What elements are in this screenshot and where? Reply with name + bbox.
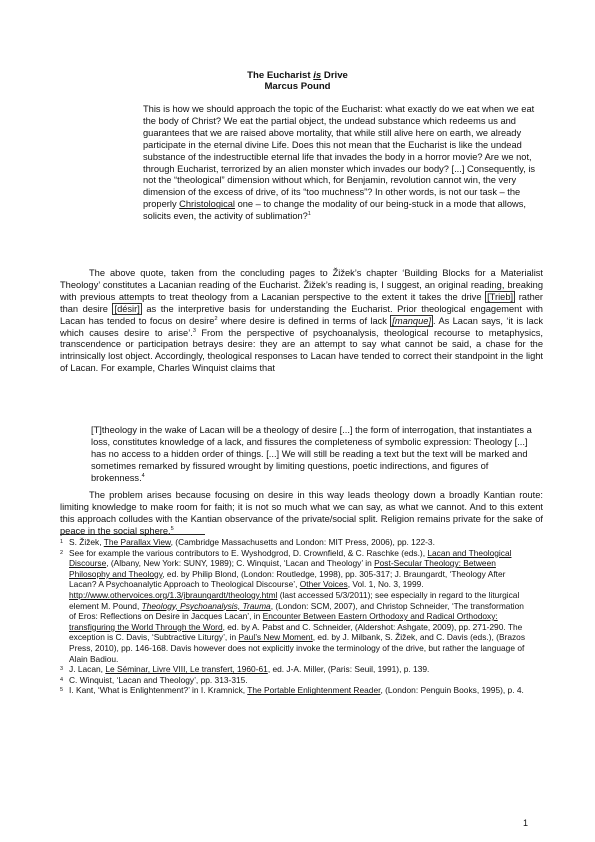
footnote-text: , ed. by Philip Blond, (London: Routledge, 1998), pp. 305-317; J. Braungardt, ‘Theology After Lacan? A Psychoanalytic Approach to Theological Discourse’, [69, 568, 506, 590]
footnote-3 [60, 664, 530, 675]
footnote-ref-5[interactable]: 5 [170, 525, 174, 532]
body-paragraph-2 [60, 490, 543, 538]
body-paragraph-1 [60, 268, 543, 375]
footnote-2 [60, 548, 530, 665]
para2-text: The problem arises because focusing on desire in this way leads theology down a broadly Kantian route: limiting knowledge to make room for faith; it is not so much what we can say, as what we cannot. And to this extent this approach colludes with the Kantian observance of the private/social split. Religion remains private for the sake of peace in the social sphere. [60, 490, 543, 536]
christological-link[interactable]: Christological [179, 199, 235, 210]
footnote-text: , ed. by J. Milbank, S. Žižek, and C. Davis (eds.), (Brazos Press, 2010), pp. 146-168. Davis however does not explicitly invoke the terminology of the drive, but rather the language of Alain Badiou. [69, 632, 526, 664]
footnote-title: Theology, Psychoanalysis, Trauma [141, 600, 271, 611]
footnote-title: Encounter Between Eastern Orthodoxy and Radical Orthodoxy: transfiguring the World Through the Word [69, 611, 498, 632]
block-quote-2 [91, 425, 543, 485]
footnote-title: The Portable Enlightenment Reader [247, 685, 381, 696]
footnote-text: , (Albany, New York: SUNY, 1989); C. Winquist, ‘Lacan and Theology’ in [106, 558, 375, 569]
footnotes [60, 537, 530, 696]
footnote-number: 5 [60, 687, 64, 694]
para1-text: From the perspective of psychoanalysis, theological recourse to metaphysics, transcendence or participation betrays desire: they are an attempt to say what cannot be said, a chase for the intrinsically lost object. Accordingly, theological responses to Lacan have tended to correct their standpoint in the light of Lacan. For example, Charles Winquist claims that [60, 327, 543, 374]
quote1-text-a: This is how we should approach the topic of the Eucharist: what exactly do we eat when we eat the body of Christ? We eat the partial object, the undead substance which redeems us and guarantees that we are raised above mortality, that while still alive here on earth, we already participate in the eternal divine Life. Does this not mean that the Eucharist is like the undead substance of the indestructible eternal life that invades the body in a horror movie? Are we not, through Eucharist, terrorized by an alien monster which invades our body? [...] Consequently, is not the “theological” dimension without which, for Benjamin, revolution cannot win, the very dimension of the excess of drive, of its “too muchness”? In other words, is not our task – the properly [143, 104, 536, 210]
footnote-text: , (London: Penguin Books, 1995), p. 4. [380, 685, 524, 696]
footnote-1 [60, 537, 530, 548]
para1-text: where desire is defined in terms of lack [217, 315, 391, 326]
footnote-number: 2 [60, 549, 64, 556]
footnote-text: , (London: SCM, 2007), and Christop Schneider, ‘The transformation of Eros: Reflections on Desire in Jacques Lacan’, in [69, 600, 524, 622]
footnote-text: C. Winquist, ‘Lacan and Theology’, pp. 313-315. [69, 674, 248, 685]
footnote-ref-3[interactable]: 3 [192, 327, 196, 334]
title-line [0, 70, 595, 81]
footnote-ref-1[interactable]: 1 [307, 211, 311, 218]
page-number: 1 [523, 818, 529, 828]
footnote-text: , ed. J-A. Miller, (Paris: Seuil, 1991), p. 139. [267, 664, 430, 675]
title-prefix: The Eucharist [247, 70, 314, 81]
paper-title [0, 70, 595, 92]
author-name: Marcus Pound [264, 81, 331, 92]
footnote-text: See for example the various contributors to E. Wyshodgrod, D. Crownfield, & C. Raschke (eds.), [69, 547, 428, 558]
footnote-title: Lacan and Theological Discourse [69, 547, 512, 569]
para1-text: . As Lacan says, ‘it is lack which causes desire to arise’. [60, 315, 544, 338]
footnote-title: Other Voices [299, 579, 348, 590]
para1-text: as the interpretive basis for understanding the Eucharist. Prior theological engagement with Lacan has tended to focus on desire [60, 303, 543, 326]
footnote-title: The Parallax View [103, 537, 171, 547]
para1-text: rather than desire [60, 291, 543, 314]
footnote-text: (last accessed 5/3/2011); see especially in regard to the liturgical element M. Pound, [69, 589, 520, 611]
footnote-text: , ed. by A. Pabst and C. Schneider, (Aldershot: Ashgate, 2009), pp. 271-290. The exception is C. Davis, ‘Subtractive Liturgy’, in [69, 621, 523, 643]
footnote-number: 4 [60, 676, 64, 683]
footnote-text: , (Cambridge Massachusetts and London: MIT Press, 2006), pp. 122-3. [170, 537, 435, 547]
footnote-text: I. Kant, ‘What is Enlightenment?’ in I. Kramnick, [69, 685, 248, 696]
footnote-4 [60, 675, 530, 686]
title-suffix: Drive [321, 70, 348, 81]
footnote-title: Le Séminar, Livre VIII, Le transfert, 1960-61 [105, 664, 268, 675]
footnote-number: 1 [60, 539, 64, 545]
term-manque: [manque] [392, 315, 432, 326]
para1-text: The above quote, taken from the concluding pages to Žižek’s chapter ‘Building Blocks for a Materialist Theology’ constitutes a Lacanian reading of the Eucharist. Žižek’s reading is, I suggest, an original reading, breaking with previous attempts to treat theology from a Lacanian perspective to the extent it takes the drive [60, 268, 543, 302]
footnote-number: 3 [60, 666, 64, 673]
footnote-ref-4[interactable]: 4 [141, 472, 145, 479]
footnote-text: J. Lacan, [69, 664, 106, 675]
quote2-text: [T]theology in the wake of Lacan will be a theology of desire [...] the form of interrogation, that instantiates a loss, constitutes knowledge of a lack, and fissures the completeness of symbolic expression: Theology [...] has no access to a hidden order of things. [...] We will still be reading a text but the text will be marked and sometimes remarked by fissured wrought by limiting questions, poetic indirections, and figures of brokenness. [91, 425, 532, 483]
footnote-title: Post-Secular Theology: Between Philosophy and Theology [69, 558, 496, 579]
footnote-text: S. Žižek, [69, 537, 104, 547]
footnote-title: Paul’s New Moment [238, 632, 313, 643]
footnote-url-link[interactable]: http://www.othervoices.org/1.3/jbraungardt/theology.html [69, 589, 278, 600]
title-emphasis: is [313, 70, 322, 81]
footnote-ref-2[interactable]: 2 [214, 315, 218, 322]
term-desir: [désir] [114, 303, 140, 314]
footnote-text: , Vol. 1, No. 3, 1999. [347, 579, 424, 590]
block-quote-1 [143, 104, 543, 223]
footnote-5 [60, 685, 530, 696]
term-trieb: [Trieb] [487, 291, 514, 302]
quote1-text-b: one – to change the modality of our being-stuck in a mode that allows, solicits even, the activity of sublimation? [143, 199, 526, 222]
footnote-separator [60, 534, 205, 535]
